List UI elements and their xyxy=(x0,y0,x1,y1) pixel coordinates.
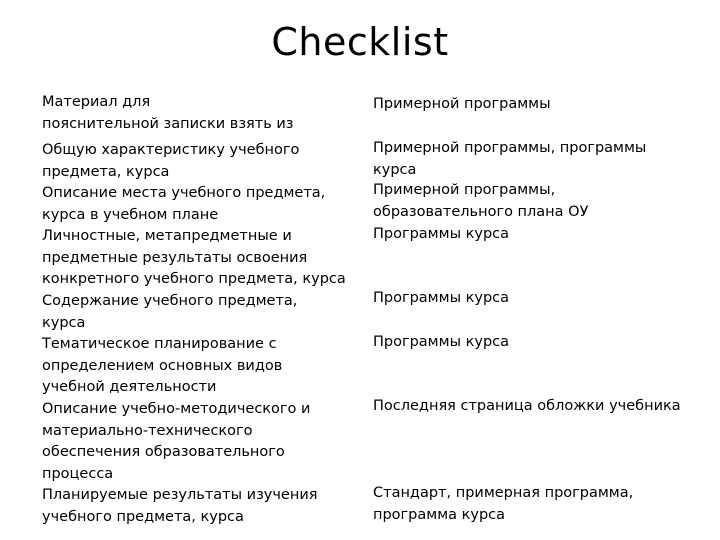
right-item-source-1: Примерной программы xyxy=(373,96,551,112)
right-item-source-2: Примерной программы, программы курса xyxy=(373,140,647,178)
right-item-source-5: Программы курса xyxy=(373,290,510,306)
left-item-planned-results: Планируемые результаты изучения учебного предмета, курса xyxy=(42,487,318,525)
left-item-content: Содержание учебного предмета, курса xyxy=(42,293,298,331)
right-item-source-4: Программы курса xyxy=(373,226,510,242)
left-item-characteristic: Общую характеристику учебного предмета, курса xyxy=(42,142,300,180)
left-item-support: Описание учебно-методического и материально-технического обеспечения образовательного процесса xyxy=(42,401,311,482)
right-item-source-6: Программы курса xyxy=(373,334,510,350)
left-item-results: Личностные, метапредметные и предметные результаты освоения конкретного учебного предмета, курса xyxy=(42,228,346,288)
right-item-source-3: Примерной программы, образовательного плана ОУ xyxy=(373,182,589,220)
page-title: Checklist xyxy=(271,20,449,64)
right-item-source-8: Стандарт, примерная программа, программа курса xyxy=(373,485,634,523)
left-item-planning: Тематическое планирование с определением основных видов учебной деятельности xyxy=(42,336,283,396)
left-item-place: Описание места учебного предмета, курса в учебном плане xyxy=(42,185,326,223)
right-item-source-7: Последняя страница обложки учебника xyxy=(373,398,681,414)
left-item-material: Материал для пояснительной записки взять из xyxy=(42,94,294,132)
